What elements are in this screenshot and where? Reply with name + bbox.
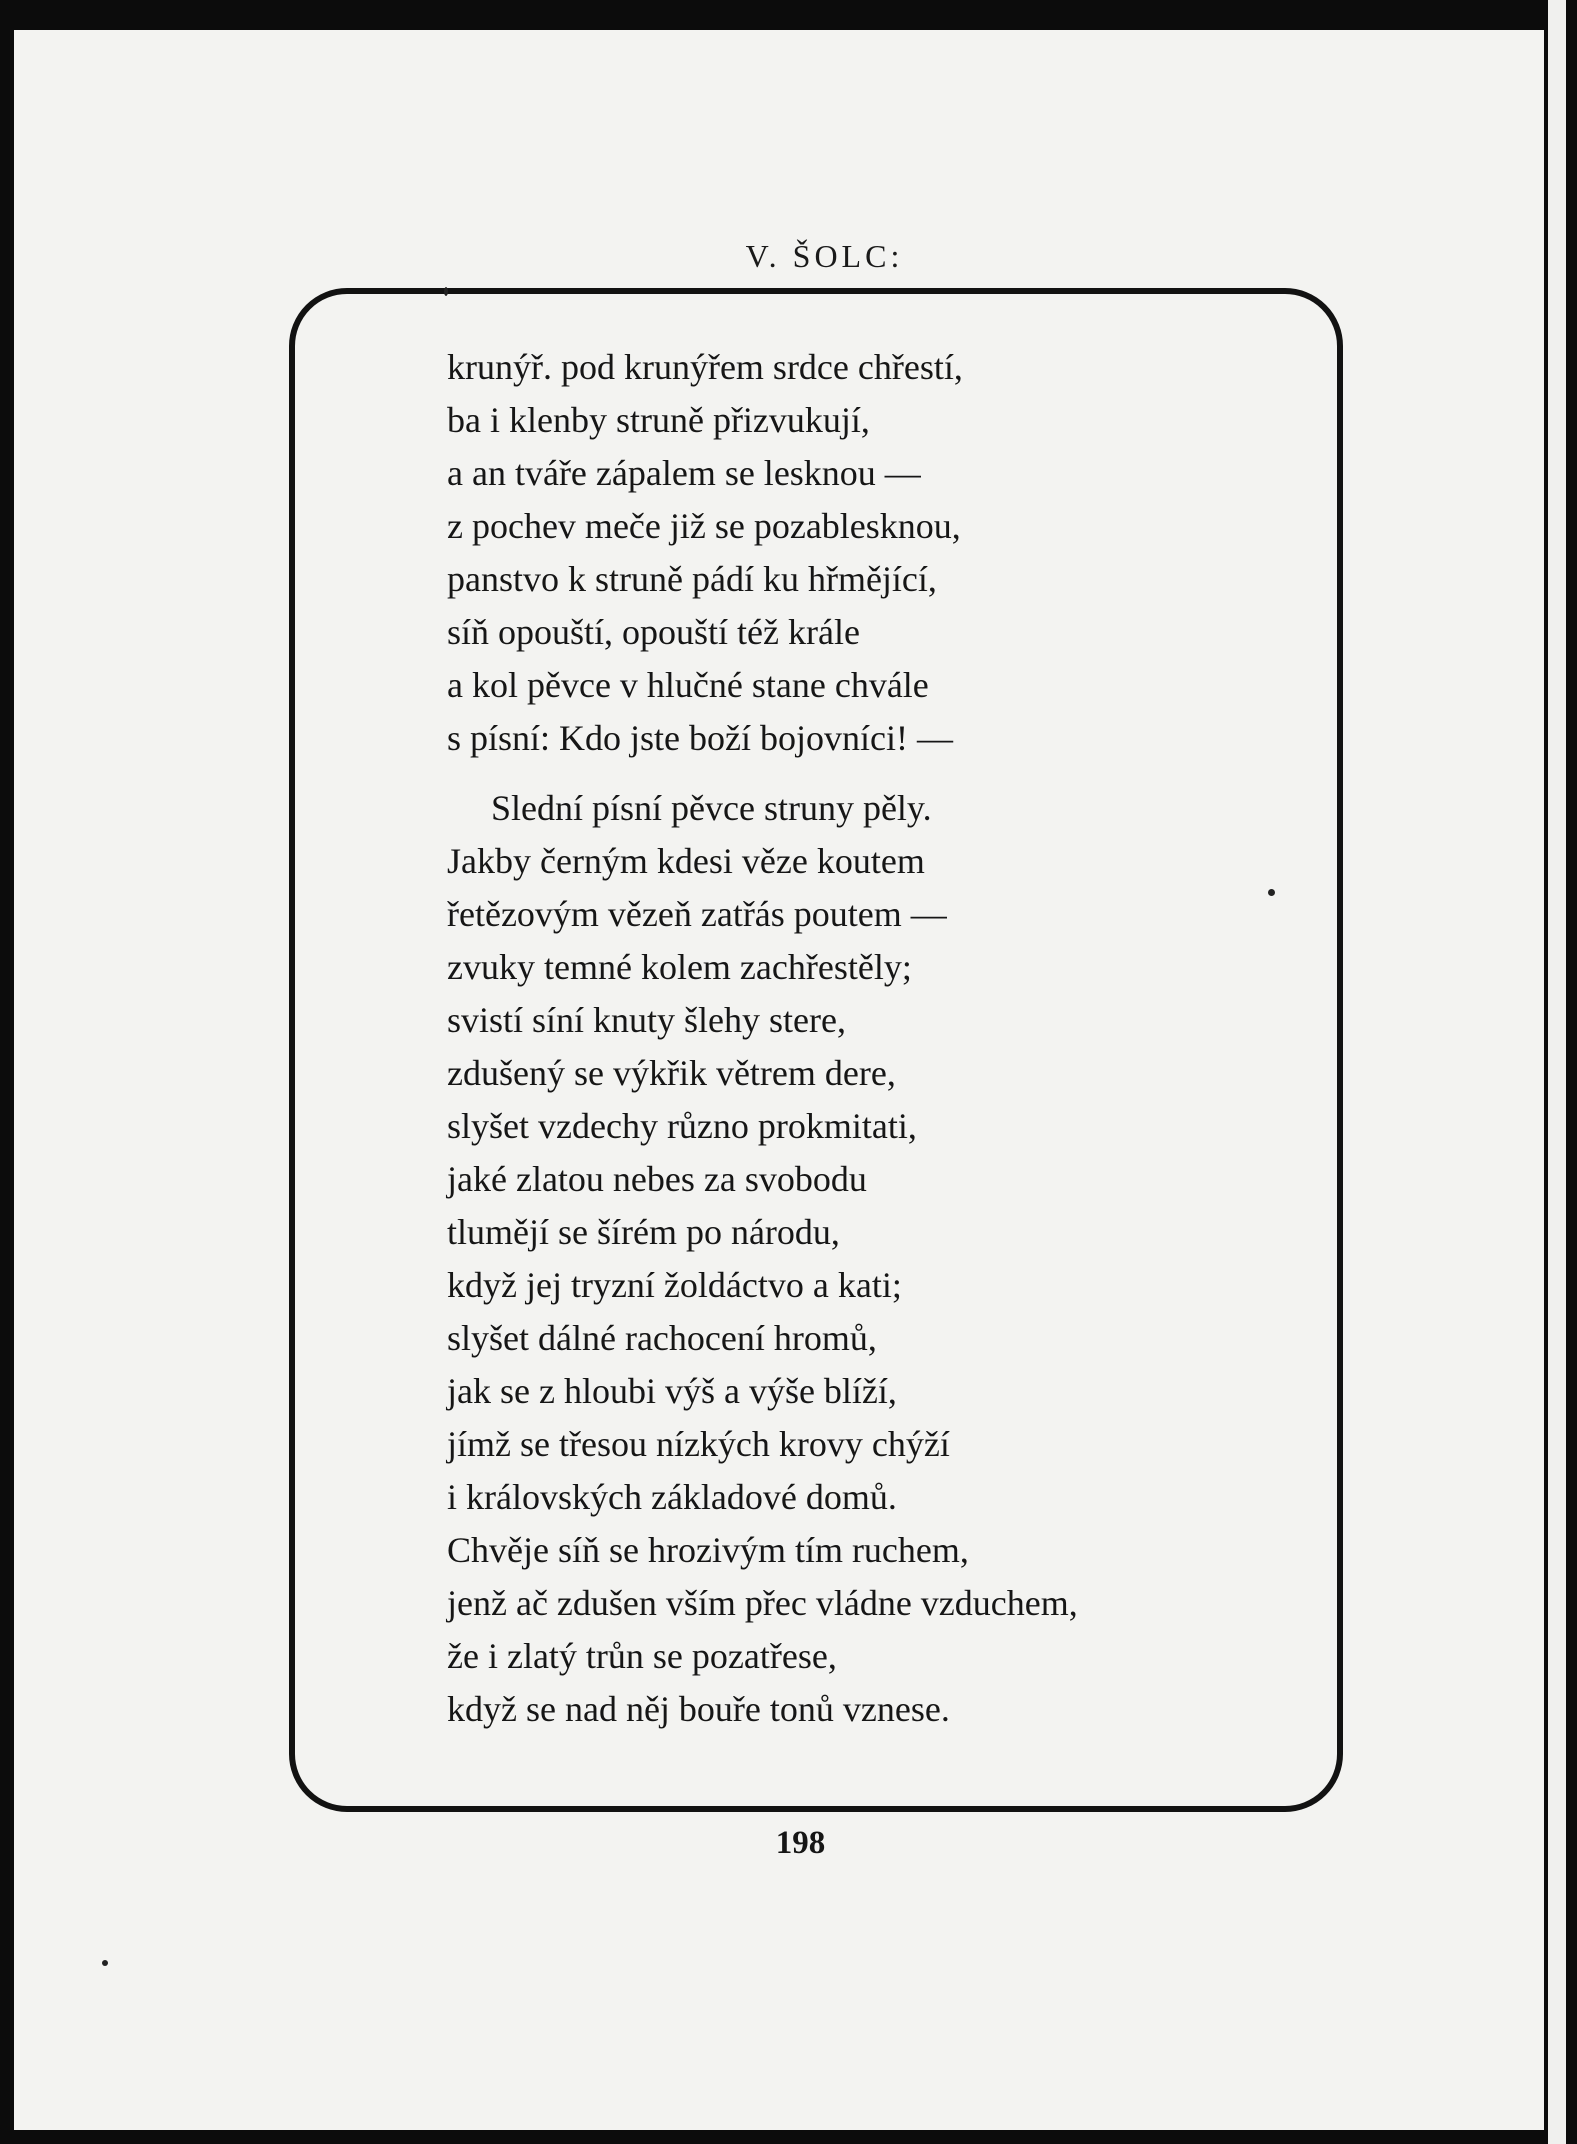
- poem-line: když jej tryzní žoldáctvo a kati;: [447, 1265, 902, 1305]
- poem-line: z pochev meče již se pozablesknou,: [447, 506, 961, 546]
- poem-line: panstvo k struně pádí ku hřmějící,: [447, 559, 937, 599]
- poem-line: jak se z hloubi výš a výše blíží,: [447, 1371, 897, 1411]
- poem-line: jenž ač zdušen vším přec vládne vzduchem,: [447, 1583, 1078, 1623]
- poem-line: s písní: Kdo jste boží bojovníci! —: [447, 718, 953, 758]
- poem-line: zvuky temné kolem zachřestěly;: [447, 947, 912, 987]
- running-head: V. ŠOLC:: [745, 238, 904, 274]
- poem-line: ba i klenby struně přizvukují,: [447, 400, 870, 440]
- poem-line: tlumějí se šírém po národu,: [447, 1212, 840, 1252]
- poem-line: slyšet vzdechy různo prokmitati,: [447, 1106, 917, 1146]
- stanza-2: [447, 782, 1347, 1736]
- poem-line: že i zlatý trůn se pozatřese,: [447, 1636, 837, 1676]
- print-speck: [1268, 889, 1275, 896]
- poem-text: [447, 341, 1347, 1736]
- poem-line: krunýř. pod krunýřem srdce chřestí,: [447, 347, 963, 387]
- poem-line: řetězovým vězeň zatřás poutem —: [447, 894, 947, 934]
- poem-line: a kol pěvce v hlučné stane chvále: [447, 665, 929, 705]
- poem-line: a an tváře zápalem se lesknou —: [447, 453, 921, 493]
- poem-line: slyšet dálné rachocení hromů,: [447, 1318, 877, 1358]
- facing-page-edge: [1548, 0, 1566, 2144]
- print-speck: [444, 287, 448, 296]
- poem-line: zdušený se výkřik větrem dere,: [447, 1053, 896, 1093]
- stanza-1: [447, 341, 1347, 765]
- poem-line: síň opouští, opouští též krále: [447, 612, 860, 652]
- poem-line: Slední písní pěvce struny pěly.: [491, 788, 932, 828]
- page-number: 198: [775, 1825, 826, 1861]
- poem-line: Jakby černým kdesi věze koutem: [447, 841, 925, 881]
- poem-line: jaké zlatou nebes za svobodu: [447, 1159, 867, 1199]
- print-speck: [102, 1960, 108, 1966]
- poem-line: jímž se třesou nízkých krovy chýží: [447, 1424, 950, 1464]
- poem-line: když se nad něj bouře tonů vznese.: [447, 1689, 950, 1729]
- poem-line: i královských základové domů.: [447, 1477, 897, 1517]
- poem-line: svistí síní knuty šlehy stere,: [447, 1000, 846, 1040]
- poem-line: Chvěje síň se hrozivým tím ruchem,: [447, 1530, 969, 1570]
